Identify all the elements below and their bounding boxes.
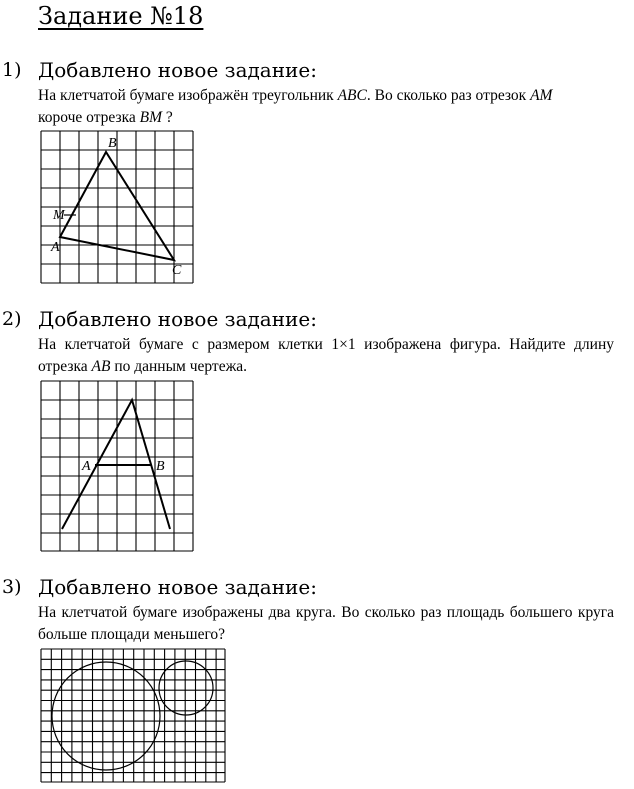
task-3-figure [40,648,226,783]
task-2-text [38,334,614,378]
label-b: B [156,459,165,474]
page-title: Задание №18 [38,2,204,30]
label-a: A [82,459,91,474]
task-2-heading: Добавлено новое задание: [38,307,317,331]
task-3-heading: Добавлено новое задание: [38,575,317,599]
task-2-text-ab: AB [91,358,111,375]
task-1-figure [40,130,194,284]
task-1-text-abc: ABC [337,87,367,104]
label-a: A [51,240,60,255]
task-2-number: 2) [2,308,22,330]
task-2-text-part: по данным чертежа. [110,358,248,375]
label-m: M [53,208,65,223]
task-1-heading: Добавлено новое задание: [38,58,317,82]
task-1-text-am: AM [530,87,553,104]
task-1-text-part: ? [162,109,173,126]
task-1-text-part: На клетчатой бумаге изображён треугольник [38,87,338,104]
task-1-text-part: . Во сколько раз отрезок [366,87,531,104]
task-2-figure [40,380,194,552]
task-1-text-bm: BM [139,109,163,126]
task-3-number: 3) [2,576,22,598]
label-c: C [172,263,182,278]
label-b: B [108,136,117,151]
task-1-text [38,85,614,129]
task-2-text-part: На клетчатой бумаге с размером клетки 1×1 изображена фигура. Найдите длину отрезка [38,336,614,375]
task-1-text-part: короче отрезка [38,109,140,126]
task-3-text: На клетчатой бумаге изображены два круга. Во сколько раз площадь большего круга больше площади меньшего? [38,604,614,643]
task-1-number: 1) [2,59,22,81]
